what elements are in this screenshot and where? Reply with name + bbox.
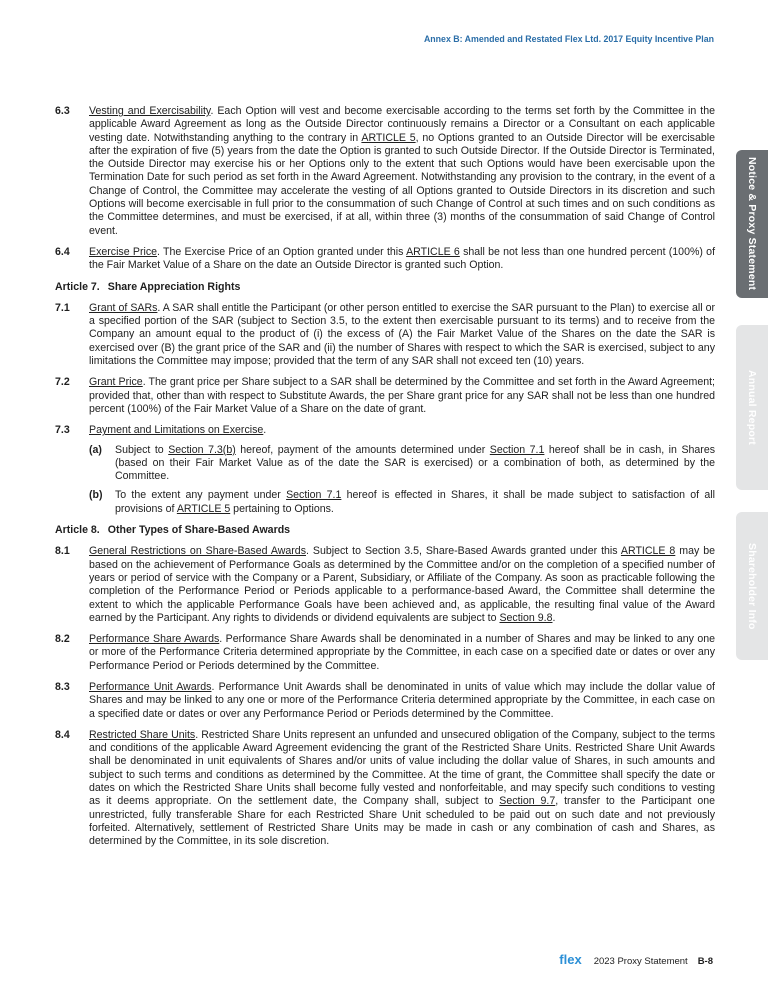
section-number: 8.2: [55, 633, 70, 646]
section-8-4: [55, 729, 715, 849]
section-text: [89, 633, 715, 673]
page-number: B-8: [697, 956, 713, 967]
article-label: Article 8.: [55, 524, 100, 537]
cross-reference-link[interactable]: ARTICLE 5: [361, 131, 416, 144]
section-title: Exercise Price: [89, 245, 158, 258]
text: . Performance Unit Awards shall be denominated in units of value which may include the dollar value of Shares and may be linked to any one or more of the Performance Criteria determined appropriate by the Committee, in each case on a specified date or dates or over any Performance Period or Periods determined by the Committee.: [89, 680, 716, 720]
cross-reference-link[interactable]: Section 7.3(b): [168, 443, 236, 456]
article-title: Other Types of Share-Based Awards: [107, 524, 291, 537]
text: .: [263, 424, 267, 437]
tab-label: Notice & Proxy Statement: [746, 157, 758, 291]
section-title: Grant Price: [89, 376, 143, 389]
section-8-2: [55, 633, 715, 673]
text: , no Options granted to an Outside Director will be exercisable after the expiration of five (5) years from the date the Option is granted to such Outside Director. If the Outside Director is Terminated, the Outside Director may exercise his or her Options only to the extent that such Options would have been exercisable upon the Termination Date for such period as set forth in the Award Agreement. Notwithstanding any provision to the contrary, in the event of a Change of Control, the Committee may accelerate the vesting of all Options granted to Outside Directors in its discretion and such Options will become exercisable in full prior to the consummation of such Change of Control at such times and on such conditions as the Committee determines, and must be exercised, if at all, within three (3) months of the consummation of said Change of Control event.: [89, 131, 716, 237]
text: .: [552, 611, 556, 624]
cross-reference-link[interactable]: Section 7.1: [286, 489, 342, 502]
section-text: [89, 424, 715, 516]
text: Subject to: [115, 443, 169, 456]
section-number: 8.4: [55, 728, 70, 741]
section-number: 6.4: [55, 245, 70, 258]
tab-shareholder-info[interactable]: [736, 512, 768, 660]
text: hereof, payment of the amounts determined under: [235, 443, 490, 456]
section-number: 7.2: [55, 376, 70, 389]
section-7-3: [55, 424, 715, 516]
section-title: General Restrictions on Share-Based Awards: [89, 545, 306, 558]
annex-header: Annex B: Amended and Restated Flex Ltd. 2017 Equity Incentive Plan: [423, 34, 714, 44]
section-number: 7.1: [55, 301, 70, 314]
tab-notice-proxy-statement[interactable]: [736, 150, 768, 298]
article-title: Share Appreciation Rights: [107, 280, 241, 293]
footer-doc-title: 2023 Proxy Statement: [593, 956, 688, 967]
section-7-1: [55, 302, 715, 368]
section-title: Grant of SARs: [89, 301, 158, 314]
section-text: [89, 376, 715, 416]
section-text: [89, 246, 715, 273]
tab-annual-report[interactable]: [736, 325, 768, 490]
subsection-label: (b): [89, 489, 103, 502]
text: shall be not less than one hundred percent (100%) of the Fair Market Value of a Share on the date an Outside Director is granted such Option.: [89, 245, 716, 272]
tab-label: Annual Report: [746, 370, 758, 445]
section-title: Performance Share Awards: [89, 633, 220, 646]
section-number: 7.3: [55, 424, 70, 437]
subsection-a: [89, 444, 715, 484]
subsection-text: [115, 489, 715, 516]
text: . Each Option will vest and become exercisable according to the terms set forth by the Committee in the applicable Award Agreement as long as the Outside Director continuously remains a Director or a Consultant on each applicable vesting date. Notwithstanding anything to the contrary in: [89, 105, 715, 144]
article-7-heading: [55, 281, 715, 294]
section-6-4: [55, 246, 715, 273]
cross-reference-link[interactable]: Section 9.7: [499, 795, 556, 808]
section-7-2: [55, 376, 715, 416]
cross-reference-link[interactable]: ARTICLE 5: [176, 502, 231, 515]
cross-reference-link[interactable]: Section 9.8: [499, 611, 553, 624]
section-title: Restricted Share Units: [89, 728, 196, 741]
text: hereof is effected in Shares, it shall be made subject to satisfaction of all provisions of: [115, 489, 715, 515]
text: may be based on the achievement of Performance Goals as determined by the Committee and/or on the completion of a specified number of years or period of service with the Company or a Parent, Subsidiary, or Affiliate of the Company. As soon as practicable following the completion of the Performance Period or Periods applicable to a performance-based Award, the Committee shall determine the extent to which the applicable Performance Goals have been achieved and, as applicable, the resulting final value of the Award earned by the Participant. Any rights to dividends or dividend equivalents are subject to: [89, 545, 716, 624]
section-text: [89, 681, 715, 721]
section-text: [89, 729, 715, 849]
text: . A SAR shall entitle the Participant (or other person entitled to exercise the SAR pursuant to the Plan) to exercise all or a specified portion of the SAR (subject to Section 3.5, to the extent then exercisable pursuant to its terms) and to receive from the Company an amount equal to the product of (i) the excess of (A) the Fair Market Value of the Shares on the date the SAR is exercised over (B) the grant price of the SAR and (ii) the number of Shares with respect to which the SAR is exercised, subject to any limitations the Committee may impose; provided that the term of any SAR shall not exceed ten (10) years.: [89, 301, 716, 368]
article-label: Article 7.: [55, 280, 100, 293]
subsection-label: (a): [89, 443, 102, 456]
flex-logo: flex: [559, 952, 582, 967]
text: , transfer to the Participant one unrestricted, fully transferable Share for each Restricted Share Unit scheduled to be paid out on such date and not previously forfeited. Alternatively, settlement of Restricted Share Units may be made in cash or any combination of cash and Shares, as determined by the Committee, in its sole discretion.: [89, 795, 715, 848]
section-8-3: [55, 681, 715, 721]
section-title: Payment and Limitations on Exercise: [89, 424, 264, 437]
page-footer: [559, 952, 713, 967]
section-text: [89, 302, 715, 368]
text: pertaining to Options.: [230, 502, 334, 515]
tab-label: Shareholder Info: [746, 542, 758, 630]
section-number: 8.1: [55, 545, 70, 558]
section-text: [89, 105, 715, 238]
text: To the extent any payment under: [115, 489, 287, 502]
section-6-3: [55, 105, 715, 238]
section-8-1: [55, 545, 715, 625]
section-number: 6.3: [55, 105, 70, 117]
subsection-text: [115, 444, 715, 484]
text: hereof shall be in cash, in Shares (based on their Fair Market Value as of the date the SAR is exercised) or a combination of both, as determined by the Committee.: [115, 443, 716, 483]
text: . The grant price per Share subject to a SAR shall be determined by the Committee and set forth in the Award Agreement; provided that, other than with respect to Substitute Awards, the per Share grant price for any SAR shall not be less than one hundred percent (100%) of the Fair Market Value of a Share on the date of grant.: [89, 376, 715, 415]
section-title: Vesting and Exercisability: [89, 105, 211, 117]
text: . Restricted Share Units represent an unfunded and unsecured obligation of the Company, subject to the terms and conditions of the applicable Award Agreement evidencing the grant of the Restricted Share Units. Restricted Share Unit Awards shall be denominated in unit equivalents of Shares and/or units of value including the dollar value of Shares, in such amounts and subject to such terms and conditions as determined by the Committee. At the time of grant, the Committee shall specify the date or dates on which the Restricted Share Units shall become fully vested and nonforfeitable, and may specify such conditions to vesting as it deems appropriate. On the settlement date, the Company shall, subject to: [89, 728, 715, 808]
article-8-heading: [55, 524, 715, 537]
cross-reference-link[interactable]: Section 7.1: [489, 443, 545, 456]
document-body: [55, 105, 715, 857]
cross-reference-link[interactable]: ARTICLE 8: [620, 545, 676, 558]
text: . Subject to Section 3.5, Share-Based Awards granted under this: [306, 545, 621, 558]
text: . Performance Share Awards shall be denominated in a number of Shares and may be linked to any one or more of the Performance Criteria determined appropriate by the Committee, in each case on a specified date or dates or over any Performance Period or Periods determined by the Committee.: [89, 633, 715, 672]
section-text: [89, 545, 715, 625]
cross-reference-link[interactable]: ARTICLE 6: [406, 245, 460, 258]
section-number: 8.3: [55, 680, 70, 693]
subsection-b: [89, 489, 715, 516]
section-title: Performance Unit Awards: [89, 680, 212, 693]
text: . The Exercise Price of an Option granted under this: [157, 245, 407, 258]
